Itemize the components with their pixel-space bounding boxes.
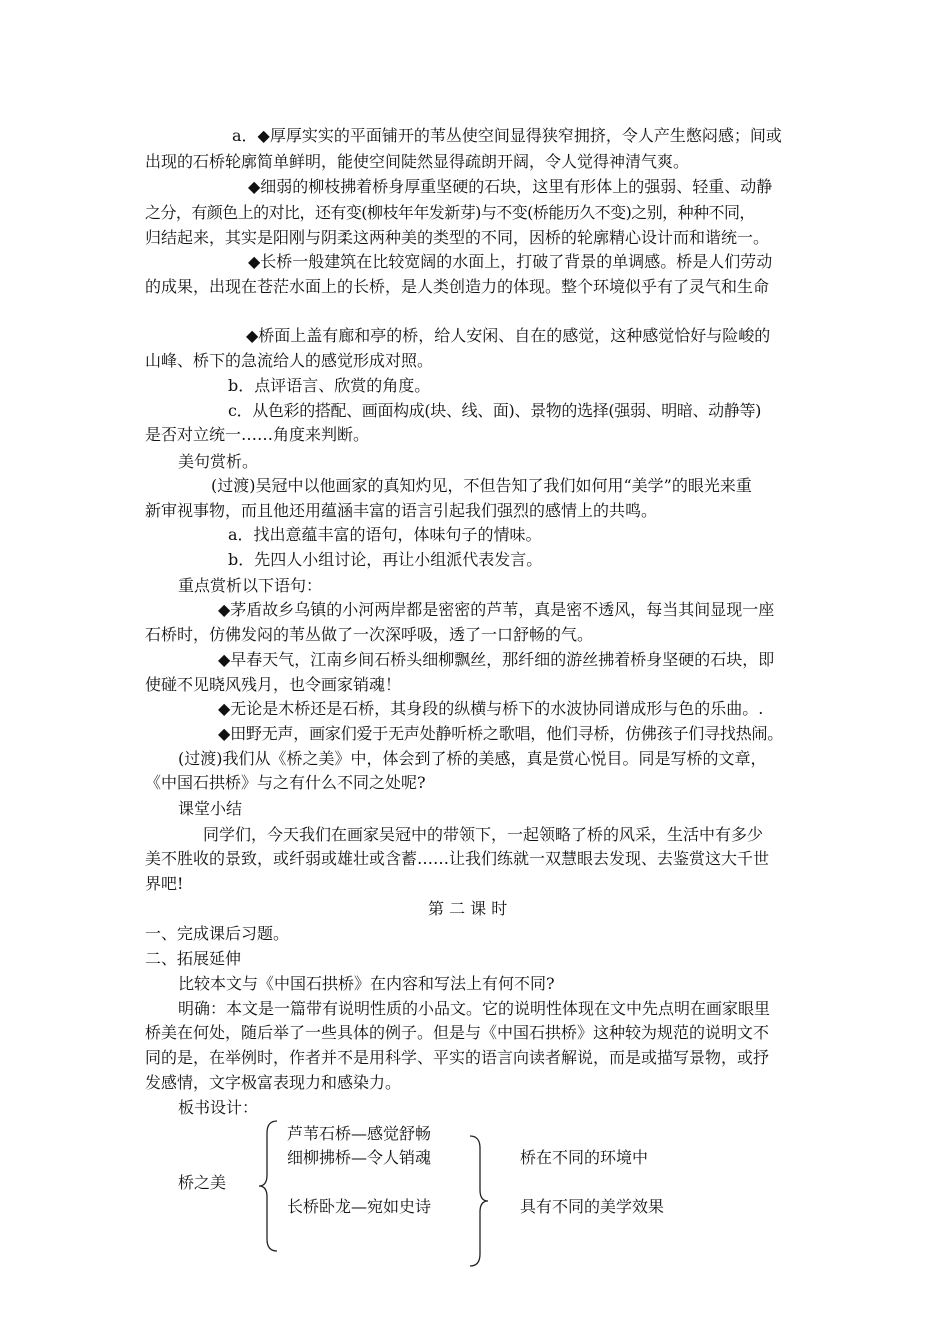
text-line: 课堂小结 [178, 799, 243, 818]
text-line: 同的是，在举例时，作者并不是用科学、平实的语言向读者解说，而是或描写景物，或抒 [145, 1048, 770, 1067]
section-heading: 第 二 课 时 [428, 899, 508, 918]
board-item: 长桥卧龙—宛如史诗 [287, 1197, 432, 1216]
text-line: ◆长桥一般建筑在比较宽阔的水面上，打破了背景的单调感。桥是人们劳动 [248, 252, 773, 271]
board-conclusion: 具有不同的美学效果 [520, 1197, 665, 1216]
text-line: 发感情，文字极富表现力和感染力。 [145, 1073, 402, 1092]
text-line: a．◆厚厚实实的平面铺开的苇丛使空间显得狭窄拥挤，令人产生憋闷感；间或 [232, 126, 782, 145]
text-line: 美不胜收的景致，或纤弱或雄壮或含蓄……让我们练就一双慧眼去发现、去鉴赏这大千世 [145, 849, 770, 868]
text-line: 二、拓展延伸 [145, 949, 242, 968]
text-line: 比较本文与《中国石拱桥》在内容和写法上有何不同? [178, 974, 555, 993]
text-line: 一、完成课后习题。 [145, 924, 290, 943]
board-title: 桥之美 [178, 1173, 227, 1192]
text-line: ◆田野无声，画家们爱于无声处静听桥之歌唱，他们寻桥，仿佛孩子们寻找热闹。 [218, 724, 784, 743]
text-line: 山峰、桥下的急流给人的感觉形成对照。 [145, 351, 434, 370]
board-item: 芦苇石桥—感觉舒畅 [287, 1124, 432, 1143]
text-line: ◆桥面上盖有廊和亭的桥，给人安闲、自在的感觉，这种感觉恰好与险峻的 [246, 326, 771, 345]
text-line: 界吧! [145, 874, 184, 893]
text-line: (过渡)我们从《桥之美》中，体会到了桥的美感，真是赏心悦目。同是写桥的文章， [178, 749, 767, 768]
left-brace [257, 1119, 281, 1253]
text-line: ◆茅盾故乡乌镇的小河两岸都是密密的芦苇，真是密不透风，每当其间显现一座 [218, 600, 775, 619]
text-line: (过渡)吴冠中以他画家的真知灼见，不但告知了我们如何用“美学”的眼光来重 [211, 476, 752, 495]
board-conclusion: 桥在不同的环境中 [520, 1148, 649, 1167]
text-line: ◆无论是木桥还是石桥，其身段的纵横与桥下的水波协同谱成形与色的乐曲。. [218, 699, 764, 718]
text-line: 重点赏析以下语句： [178, 576, 323, 595]
text-line: 板书设计： [178, 1098, 259, 1117]
text-line: 《中国石拱桥》与之有什么不同之处呢? [145, 773, 426, 792]
board-item: 细柳拂桥—令人销魂 [287, 1148, 432, 1167]
text-line: b．点评语言、欣赏的角度。 [228, 376, 431, 395]
text-line: 归结起来，其实是阳刚与阴柔这两种美的类型的不同，因桥的轮廓精心设计而和谐统一。 [145, 228, 770, 247]
text-line: b．先四人小组讨论，再让小组派代表发言。 [228, 550, 543, 569]
text-line: 的成果，出现在苍茫水面上的长桥，是人类创造力的体现。整个环境似乎有了灵气和生命 [145, 277, 770, 296]
text-line: 同学们，今天我们在画家吴冠中的带领下，一起领略了桥的风采，生活中有多少 [203, 825, 764, 844]
text-line: 出现的石桥轮廓简单鲜明，能使空间陡然显得疏朗开阔，令人觉得神清气爽。 [145, 152, 690, 171]
text-line: ◆早春天气，江南乡间石桥头细柳飘丝，那纤细的游丝拂着桥身坚硬的石块，即 [218, 650, 775, 669]
right-brace [468, 1134, 490, 1268]
text-line: 是否对立统一……角度来判断。 [145, 425, 370, 444]
text-line: 石桥时，仿佛发闷的苇丛做了一次深呼吸，透了一口舒畅的气。 [145, 625, 594, 644]
text-line: 之分，有颜色上的对比，还有变(柳枝年年发新芽)与不变(桥能历久不变)之别，种种不同， [145, 203, 755, 222]
text-line: a．找出意蕴丰富的语句，体味句子的情味。 [228, 525, 542, 544]
text-line: 新审视事物，而且他还用蕴涵丰富的语言引起我们强烈的感情上的共鸣。 [145, 501, 658, 520]
text-line: c．从色彩的搭配、画面构成(块、线、面)、景物的选择(强弱、明暗、动静等) [228, 401, 761, 420]
text-line: 明确：本文是一篇带有说明性质的小品文。它的说明性体现在文中先点明在画家眼里 [178, 999, 771, 1018]
text-line: 桥美在何处，随后举了一些具体的例子。但是与《中国石拱桥》这种较为规范的说明文不 [145, 1023, 770, 1042]
text-line: 美句赏析。 [178, 452, 259, 471]
text-line: ◆细弱的柳枝拂着桥身厚重坚硬的石块，这里有形体上的强弱、轻重、动静 [248, 177, 773, 196]
text-line: 使碰不见晓风残月，也令画家销魂！ [145, 675, 402, 694]
